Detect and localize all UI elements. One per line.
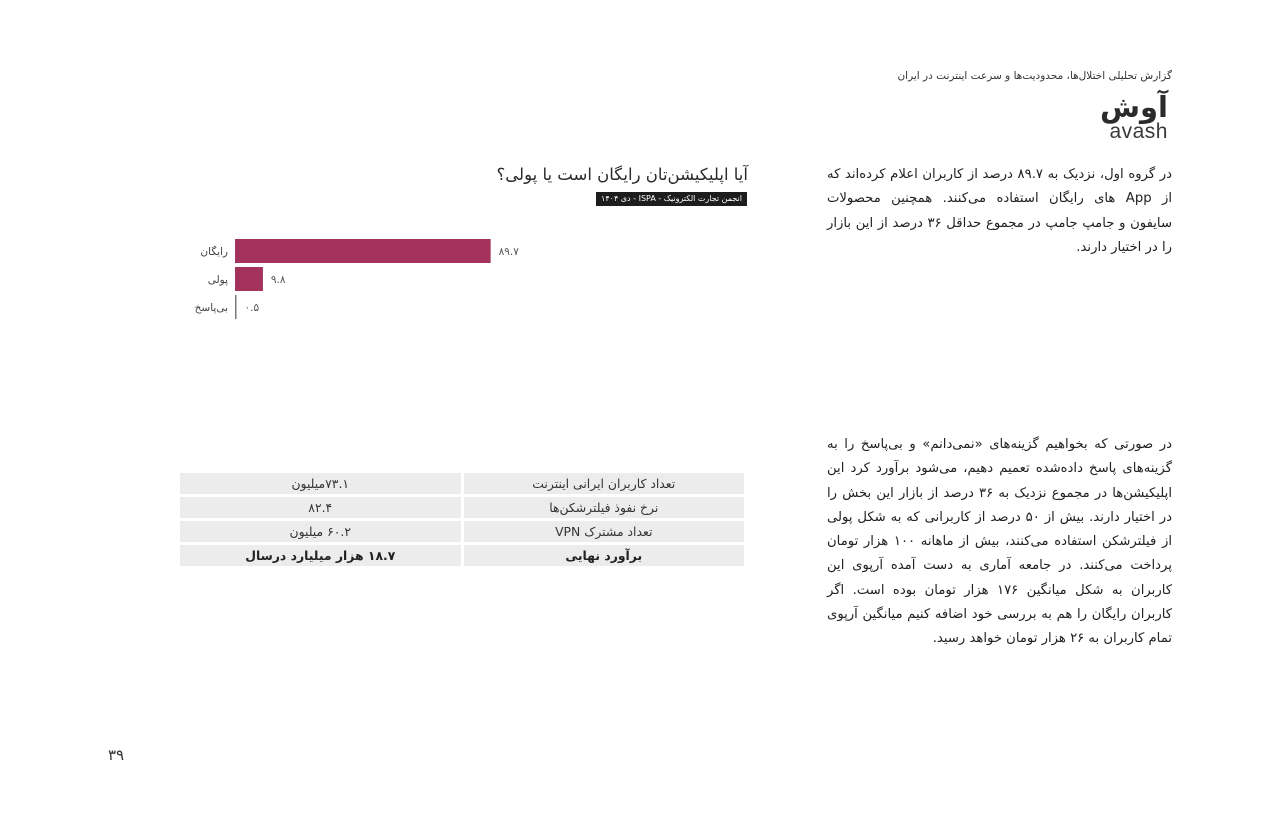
bar-chart — [180, 232, 580, 332]
stats-table — [177, 470, 747, 569]
logo-latin-text: avash — [1109, 120, 1168, 143]
table-row-total — [180, 545, 744, 566]
table-cell-value: ۸۲.۴ — [180, 497, 461, 518]
value-label-2: ۰.۵ — [244, 302, 260, 314]
chart-source-badge: انجمن تجارت الکترونیک - ISPA - دی ۱۴۰۴ — [596, 192, 747, 206]
table-row — [180, 473, 744, 494]
table-row — [180, 521, 744, 542]
paragraph-first-group: در گروه اول، نزدیک به ۸۹.۷ درصد از کاربران اعلام کرده‌اند که از App های رایگان استفاده می‌کنند. همچنین محصولات سایفون و جامپ جامپ در مجموع حداقل ۳۶ درصد از این بازار را در اختیار دارند. — [827, 167, 1173, 255]
table-cell-label: تعداد مشترک VPN — [464, 521, 745, 542]
table-cell-label: تعداد کاربران ایرانی اینترنت — [464, 473, 745, 494]
table-cell-label: نرخ نفوذ فیلترشکن‌ها — [464, 497, 745, 518]
bar-0 — [235, 239, 491, 263]
paragraph-arpu-estimate: در صورتی که بخواهیم گزینه‌های «نمی‌دانم» و بی‌پاسخ را به گزینه‌های پاسخ داده‌شده تعمیم دهیم، می‌شود برآورد کرد این اپلیکیشن‌ها در مجموع نزدیک به ۳۶ درصد از بازار این بخش را در اختیار دارند. بیش از ۵۰ درصد از کاربرانی که به شکل پولی از فیلترشکن استفاده می‌کنند، بیش از ماهانه ۱۰۰ هزار تومان پرداخت می‌کنند. در جامعه آماری به دست آمده آرپوی این کاربران به شکل میانگین ۱۷۶ هزار تومان بوده است. اگر کاربران رایگان را هم به بررسی خود اضافه کنیم میانگین آرپوی تمام کاربران به ۲۶ هزار تومان خواهد رسید. — [827, 437, 1173, 647]
table-cell-value: ۷۳.۱میلیون — [180, 473, 461, 494]
bar-2 — [235, 295, 237, 319]
bar-1 — [235, 267, 263, 291]
report-header-title: گزارش تحلیلی اختلال‌ها، محدودیت‌ها و سرعت اینترنت در ایران — [897, 70, 1172, 82]
table-cell-value: ۱۸.۷ هزار میلیارد درسال — [180, 545, 461, 566]
category-label-2: بی‌پاسخ — [194, 302, 228, 314]
logo-persian-text: آوش — [1100, 90, 1168, 124]
table-cell-value: ۶۰.۲ میلیون — [180, 521, 461, 542]
value-label-1: ۹.۸ — [270, 274, 286, 286]
bar-chart-svg — [180, 232, 580, 332]
page-number: ۳۹ — [108, 746, 125, 764]
category-label-1: پولی — [207, 274, 228, 286]
chart-title: آیا اپلیکیشن‌تان رایگان است یا پولی؟ — [496, 165, 748, 184]
table-cell-label: برآورد نهایی — [464, 545, 745, 566]
table-row — [180, 497, 744, 518]
avash-logo — [1048, 92, 1168, 142]
category-label-0: رایگان — [200, 246, 228, 258]
value-label-0: ۸۹.۷ — [498, 246, 519, 258]
